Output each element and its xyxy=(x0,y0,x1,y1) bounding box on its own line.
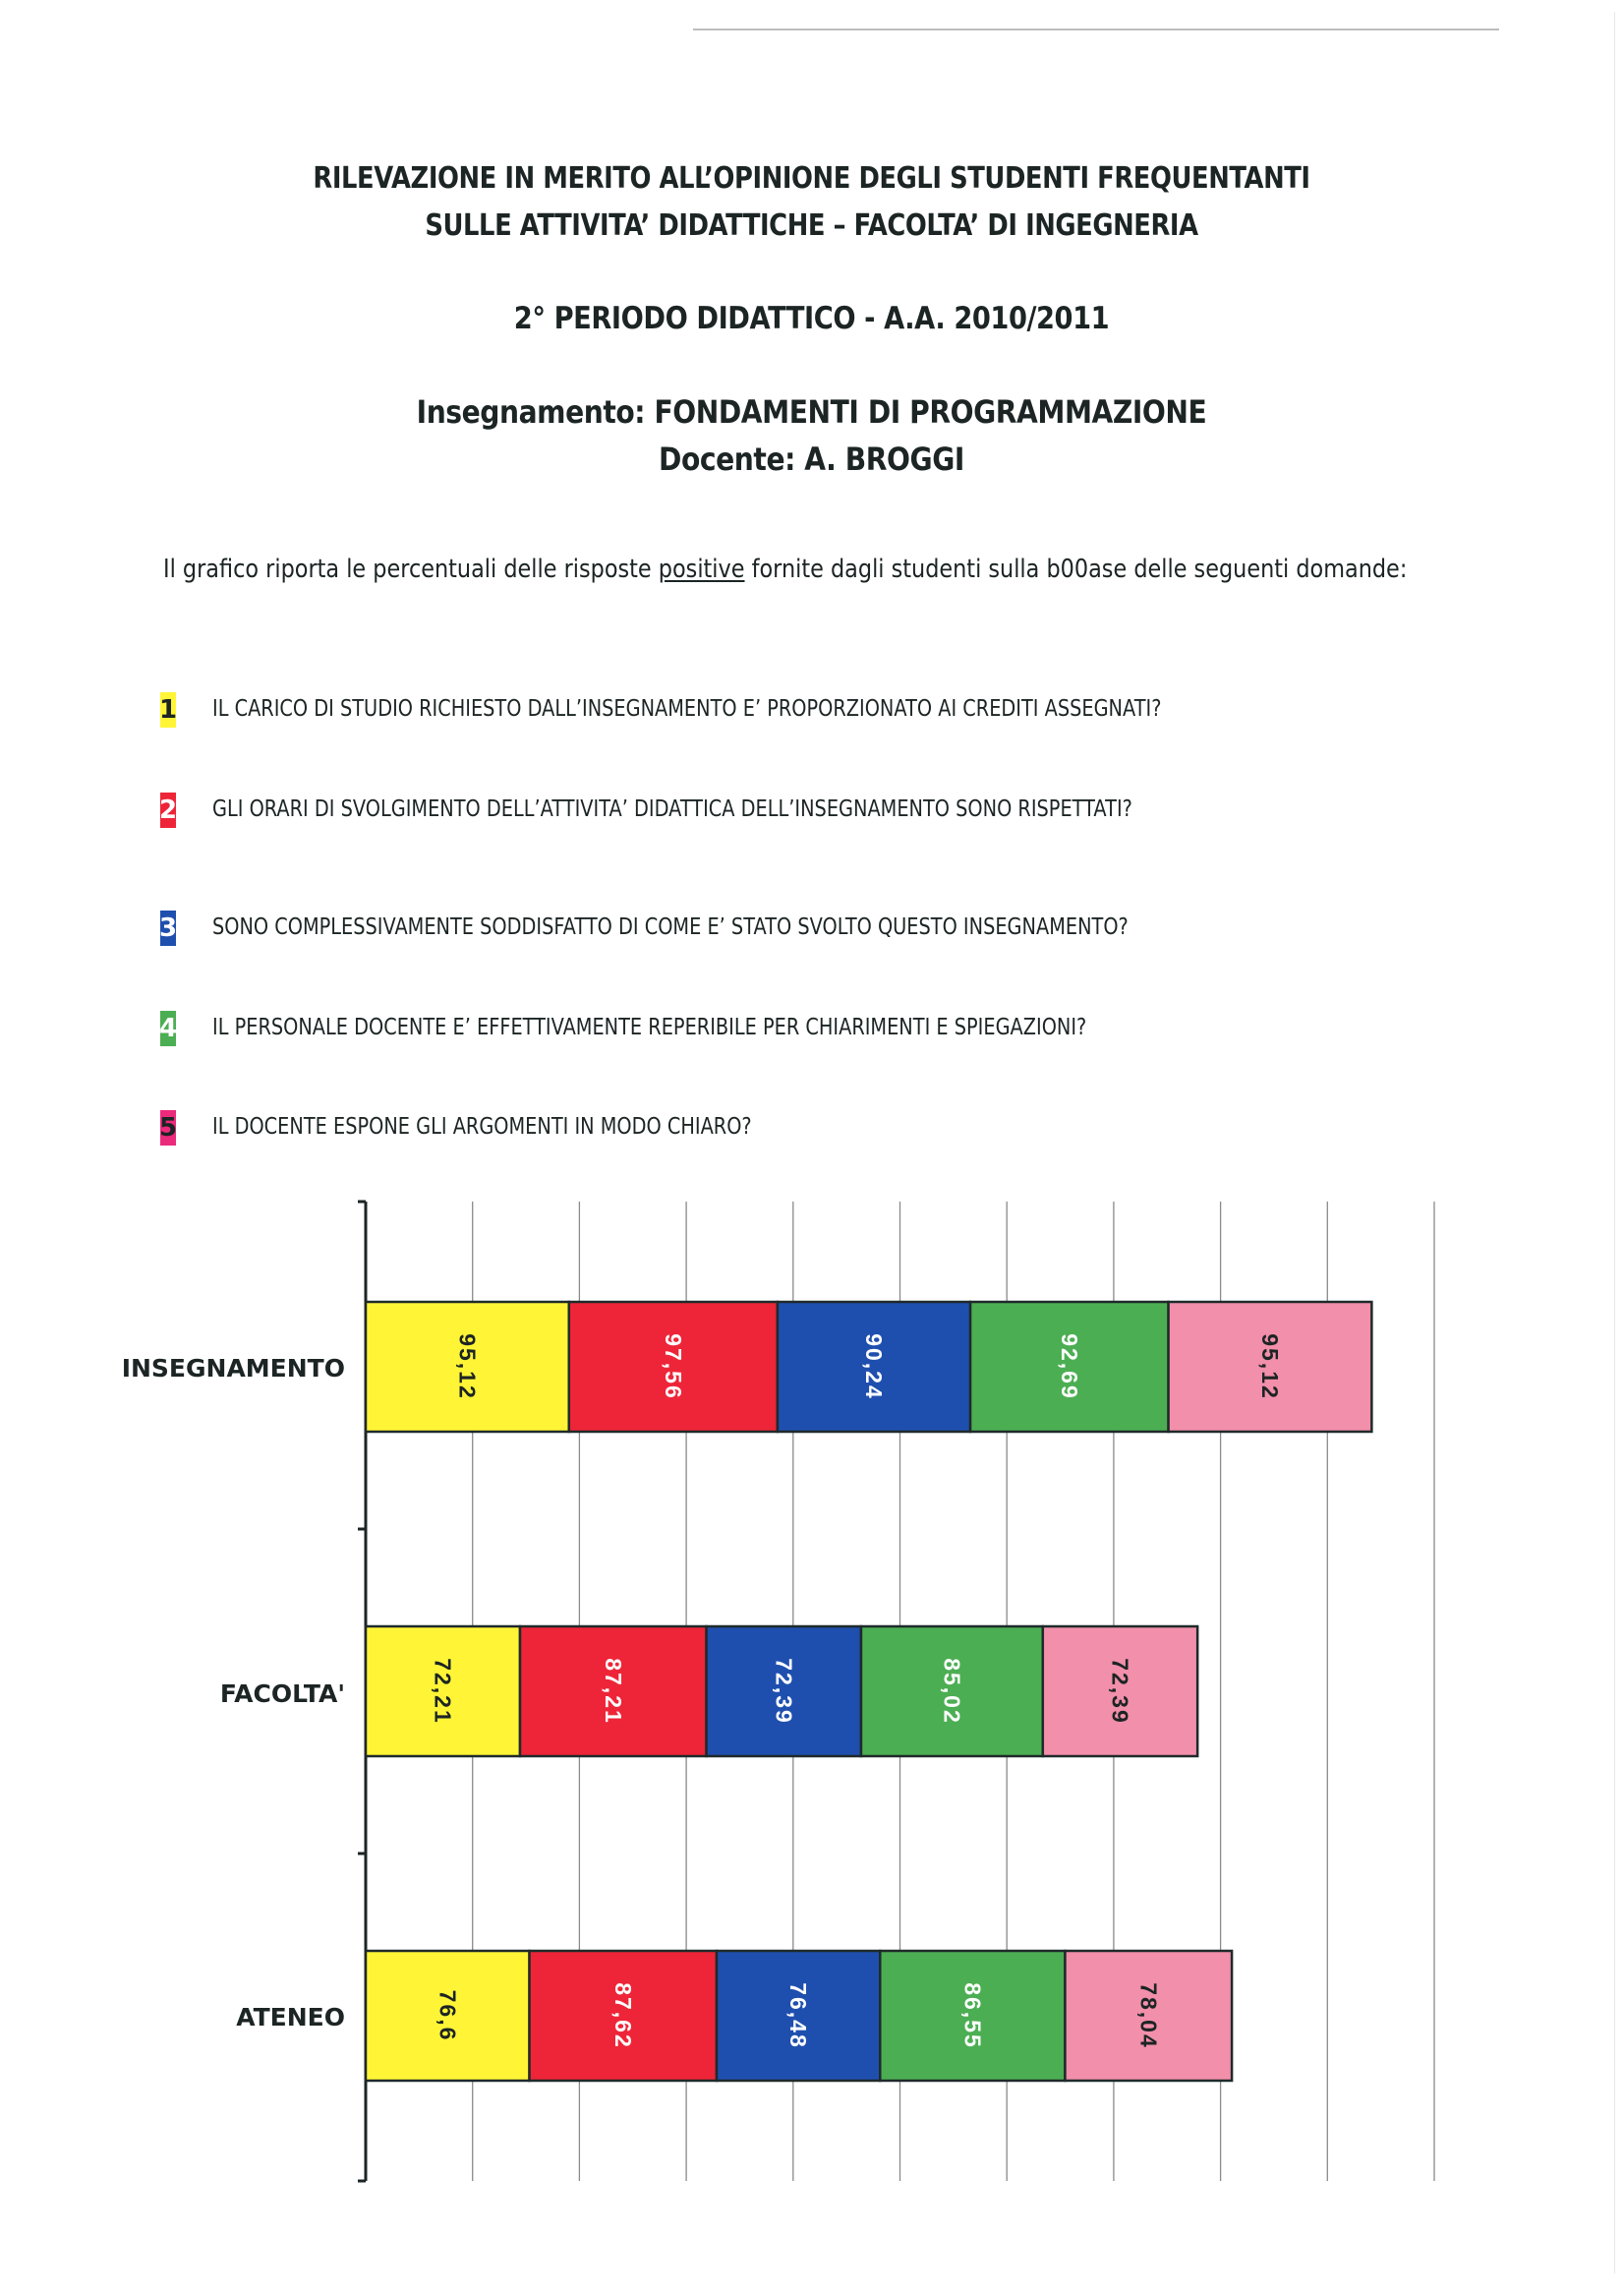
question-text: IL PERSONALE DOCENTE E’ EFFETTIVAMENTE REPERIBILE PER CHIARIMENTI E SPIEGAZIONI? xyxy=(212,1015,1087,1040)
question-text: IL CARICO DI STUDIO RICHIESTO DALL’INSEGNAMENTO E’ PROPORZIONATO AI CREDITI ASSEGNATI? xyxy=(212,696,1162,722)
course-heading: Insegnamento: FONDAMENTI DI PROGRAMMAZIONE xyxy=(416,393,1207,431)
intro-underlined-word: positive xyxy=(658,555,745,584)
intro-text-before: Il grafico riporta le percentuali delle risposte xyxy=(163,555,659,584)
data-label: 86,55 xyxy=(959,1982,986,2049)
data-label: 90,24 xyxy=(860,1333,887,1400)
data-label: 76,48 xyxy=(785,1982,812,2049)
data-label: 87,21 xyxy=(600,1658,626,1725)
data-label: 78,04 xyxy=(1135,1982,1162,2049)
data-label: 95,12 xyxy=(1256,1333,1283,1400)
category-label-ateneo: ATENEO xyxy=(236,2003,345,2031)
data-label: 72,21 xyxy=(430,1658,456,1725)
data-label: 95,12 xyxy=(454,1333,481,1400)
question-text: IL DOCENTE ESPONE GLI ARGOMENTI IN MODO CHIARO? xyxy=(212,1114,752,1140)
question-text: GLI ORARI DI SVOLGIMENTO DELL’ATTIVITA’ DIDATTICA DELL’INSEGNAMENTO SONO RISPETTATI? xyxy=(212,796,1132,822)
data-label: 87,62 xyxy=(609,1982,636,2049)
period-heading: 2° PERIODO DIDATTICO - A.A. 2010/2011 xyxy=(513,301,1110,336)
intro-text-after: fornite dagli studenti sulla b00ase delle seguenti domande: xyxy=(744,555,1408,584)
question-number-badge: 5 xyxy=(160,1110,176,1146)
data-label: 92,69 xyxy=(1056,1333,1082,1400)
data-label: 76,6 xyxy=(435,1989,461,2042)
category-label-facolta: FACOLTA' xyxy=(219,1679,345,1708)
data-label: 72,39 xyxy=(771,1658,797,1725)
data-label: 85,02 xyxy=(939,1658,965,1725)
category-label-insegnamento: INSEGNAMENTO xyxy=(121,1354,345,1383)
title-line-2: SULLE ATTIVITA’ DIDATTICHE – FACOLTA’ DI INGEGNERIA xyxy=(425,208,1198,243)
question-number-badge: 1 xyxy=(160,692,176,728)
question-number-badge: 4 xyxy=(160,1011,176,1046)
data-label: 72,39 xyxy=(1107,1658,1133,1725)
data-label: 97,56 xyxy=(660,1333,686,1400)
question-number-badge: 3 xyxy=(160,911,176,946)
question-text: SONO COMPLESSIVAMENTE SODDISFATTO DI COME E’ STATO SVOLTO QUESTO INSEGNAMENTO? xyxy=(212,914,1129,940)
teacher-heading: Docente: A. BROGGI xyxy=(659,441,964,478)
title-line-1: RILEVAZIONE IN MERITO ALL’OPINIONE DEGLI STUDENTI FREQUENTANTI xyxy=(313,161,1310,196)
question-number-badge: 2 xyxy=(160,793,176,828)
